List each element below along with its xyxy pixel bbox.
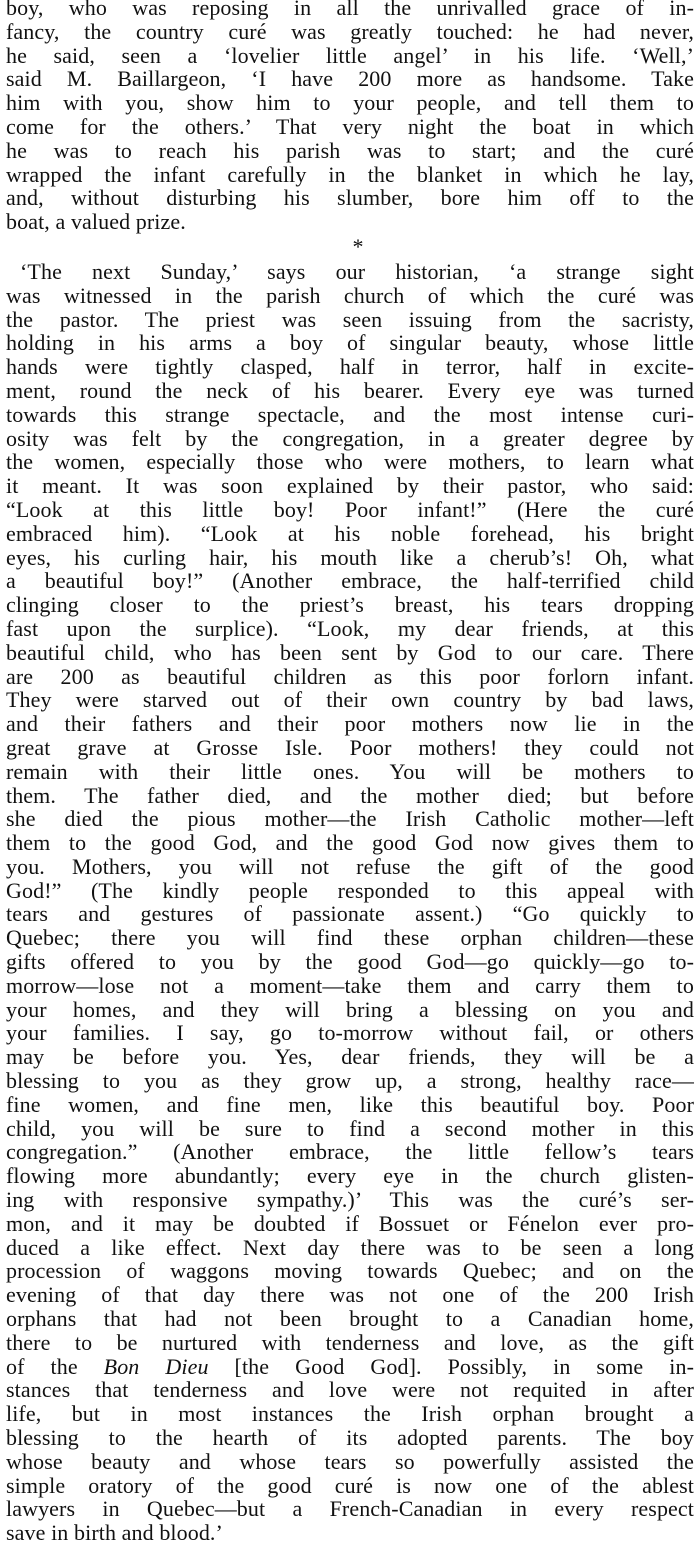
text-line: said M. Baillargeon, ‘I have 200 more as handsome. Take — [6, 66, 694, 92]
text-line: him with you, show him to your people, and tell them to — [6, 90, 694, 116]
text-line: it meant. It was soon explained by their pastor, who said: — [6, 473, 694, 499]
text-line: ing with responsive sympathy.)’ This was the curé’s ser- — [6, 1187, 694, 1213]
text-line: them. The father died, and the mother died; but before — [6, 782, 694, 808]
text-line: your homes, and they will bring a blessing on you and — [6, 996, 694, 1022]
text-line: wrapped the infant carefully in the blanket in which he lay, — [6, 161, 694, 187]
text-line: fast upon the surplice). “Look, my dear friends, at this — [6, 615, 694, 641]
text-line: evening of that day there was not one of the 200 Irish — [6, 1282, 694, 1308]
text-line: she died the pious mother—the Irish Catholic mother—left — [6, 806, 694, 832]
text-line: life, but in most instances the Irish orphan brought a — [6, 1401, 694, 1427]
text-line: simple oratory of the good curé is now one of the ablest — [6, 1472, 694, 1498]
paragraph-1 — [6, 0, 694, 234]
text-line: embraced him). “Look at his noble forehead, his bright — [6, 520, 694, 546]
text-line: procession of waggons moving towards Quebec; and on the — [6, 1258, 694, 1284]
text-line: the pastor. The priest was seen issuing from the sacristy, — [6, 306, 694, 332]
text-line: hands were tightly clasped, half in terror, half in excite- — [6, 354, 694, 380]
text-line: was witnessed in the parish church of which the curé was — [6, 282, 694, 308]
text-line: ment, round the neck of his bearer. Every eye was turned — [6, 377, 694, 403]
text-line: mon, and it may be doubted if Bossuet or Fénelon ever pro- — [6, 1210, 694, 1236]
text-line: child, you will be sure to find a second mother in this — [6, 1115, 694, 1141]
text-line: “Look at this little boy! Poor infant!” (Here the curé — [6, 496, 694, 522]
text-line: remain with their little ones. You will be mothers to — [6, 758, 694, 784]
text-line: stances that tenderness and love were not requited in after — [6, 1377, 694, 1403]
text-line: duced a like effect. Next day there was to be seen a long — [6, 1234, 694, 1260]
text-line: towards this strange spectacle, and the most intense curi- — [6, 401, 694, 427]
section-separator: * — [352, 233, 364, 259]
text-line: beautiful child, who has been sent by God to our care. There — [6, 639, 694, 665]
text-line: the women, especially those who were mothers, to learn what — [6, 449, 694, 475]
text-line: boy, who was reposing in all the unrivalled grace of in- — [6, 0, 694, 20]
text-line: holding in his arms a boy of singular beauty, whose little — [6, 330, 694, 356]
paragraph-2 — [6, 260, 694, 1545]
document-page — [6, 0, 694, 1545]
text-line: whose beauty and whose tears so powerfully assisted the — [6, 1448, 694, 1474]
text-line: osity was felt by the congregation, in a greater degree by — [6, 425, 694, 451]
text-line: flowing more abundantly; every eye in the church glisten- — [6, 1163, 694, 1189]
text-line: may be before you. Yes, dear friends, they will be a — [6, 1044, 694, 1070]
text-line: fancy, the country curé was greatly touched: he had never, — [6, 18, 694, 44]
text-line: and their fathers and their poor mothers now lie in the — [6, 711, 694, 737]
text-line: are 200 as beautiful children as this poor forlorn infant. — [6, 663, 694, 689]
text-line: great grave at Grosse Isle. Poor mothers! they could not — [6, 734, 694, 760]
text-line: blessing to the hearth of its adopted parents. The boy — [6, 1425, 694, 1451]
text-line: come for the others.’ That very night the boat in which — [6, 113, 694, 139]
text-line: blessing to you as they grow up, a strong, healthy race— — [6, 1068, 694, 1094]
text-line: eyes, his curling hair, his mouth like a cherub’s! Oh, what — [6, 544, 694, 570]
text-line: ‘The next Sunday,’ says our historian, ‘a strange sight — [20, 258, 694, 284]
text-line: orphans that had not been brought to a Canadian home, — [6, 1306, 694, 1332]
text-line: fine women, and fine men, like this beautiful boy. Poor — [6, 1091, 694, 1117]
text-line: and, without disturbing his slumber, bore him off to the — [6, 185, 694, 211]
text-line: They were starved out of their own country by bad laws, — [6, 687, 694, 713]
text-line: he said, seen a ‘lovelier little angel’ in his life. ‘Well,’ — [6, 42, 694, 68]
text-line: you. Mothers, you will not refuse the gift of the good — [6, 853, 694, 879]
text-line: tears and gestures of passionate assent.) “Go quickly to — [6, 901, 694, 927]
text-line: Quebec; there you will find these orphan children—these — [6, 925, 694, 951]
text-line: your families. I say, go to-morrow without fail, or others — [6, 1020, 694, 1046]
text-line: lawyers in Quebec—but a French-Canadian in every respect — [6, 1496, 694, 1522]
text-line: he was to reach his parish was to start; and the curé — [6, 137, 694, 163]
text-line: save in birth and blood.’ — [6, 1520, 223, 1545]
text-line: morrow—lose not a moment—take them and carry them to — [6, 972, 694, 998]
text-line: clinging closer to the priest’s breast, his tears dropping — [6, 592, 694, 618]
text-line: them to the good God, and the good God now gives them to — [6, 830, 694, 856]
text-line: congregation.” (Another embrace, the little fellow’s tears — [6, 1139, 694, 1165]
text-line: there to be nurtured with tenderness and love, as the gift — [6, 1329, 694, 1355]
text-line: God!” (The kindly people responded to this appeal with — [6, 877, 694, 903]
text-line: boat, a valued prize. — [6, 209, 186, 235]
text-line: a beautiful boy!” (Another embrace, the half-terrified child — [6, 568, 694, 594]
text-line: gifts offered to you by the good God—go quickly—go to- — [6, 949, 694, 975]
text-line: of the Bon Dieu [the Good God]. Possibly, in some in- — [6, 1353, 694, 1379]
